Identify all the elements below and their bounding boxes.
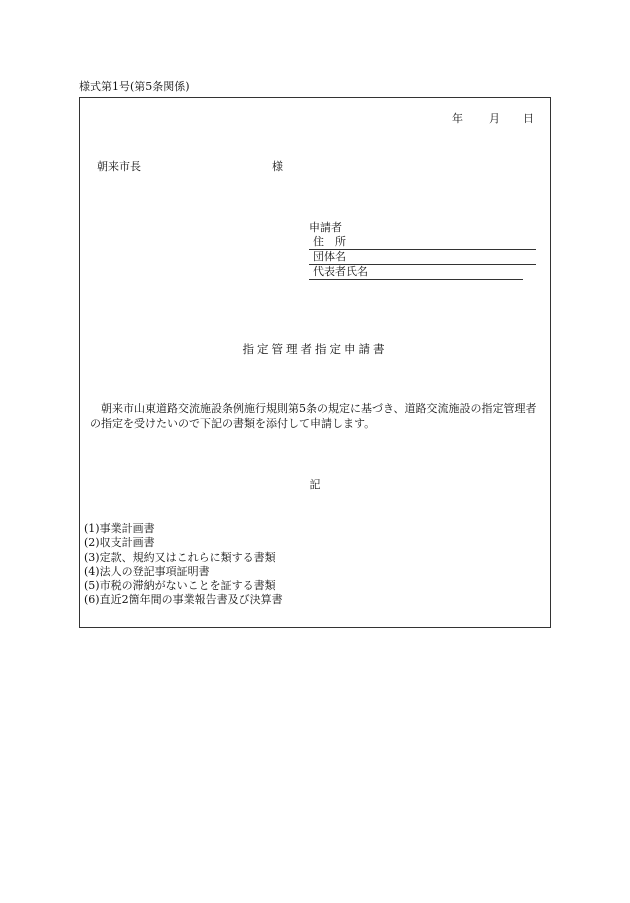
date-year-label: 年 <box>452 112 463 125</box>
date-day-label: 日 <box>523 112 534 125</box>
attachment-item: (2)収支計画書 <box>84 536 155 550</box>
applicant-group-label: 団体名 <box>313 250 346 263</box>
applicant-heading: 申請者 <box>309 221 342 234</box>
attachment-item: (4)法人の登記事項証明書 <box>84 564 210 578</box>
date-month <box>489 112 500 126</box>
application-frame <box>79 97 551 628</box>
date-line <box>452 112 463 126</box>
attachment-item: (5)市税の滞納がないことを証する書類 <box>84 579 276 593</box>
form-number: 様式第1号(第5条関係) <box>79 80 190 93</box>
addressee-name: 朝来市長 <box>97 160 141 173</box>
addressee-honorific: 様 <box>272 160 283 173</box>
ki-label: 記 <box>309 478 321 491</box>
attachment-list <box>84 522 283 608</box>
date-month-label: 月 <box>489 112 500 125</box>
applicant-block <box>309 221 536 280</box>
body-text: 朝来市山東道路交流施設条例施行規則第5条の規定に基づき、道路交流施設の指定管理者の指定を受けたいので下記の書類を添付して申請します。 <box>90 402 537 430</box>
attachment-item: (1)事業計画書 <box>84 522 155 535</box>
applicant-group-line <box>309 250 536 265</box>
attachment-item: (3)定款、規約又はこれらに類する書類 <box>84 550 276 564</box>
applicant-address-line <box>309 235 536 250</box>
date-day <box>523 112 534 126</box>
applicant-address-label: 住 所 <box>313 235 346 248</box>
attachment-item: (6)直近2箇年間の事業報告書及び決算書 <box>84 593 283 607</box>
document-title: 指定管理者指定申請書 <box>242 342 388 356</box>
applicant-representative-label: 代表者氏名 <box>313 265 368 278</box>
applicant-representative-line <box>309 265 523 280</box>
